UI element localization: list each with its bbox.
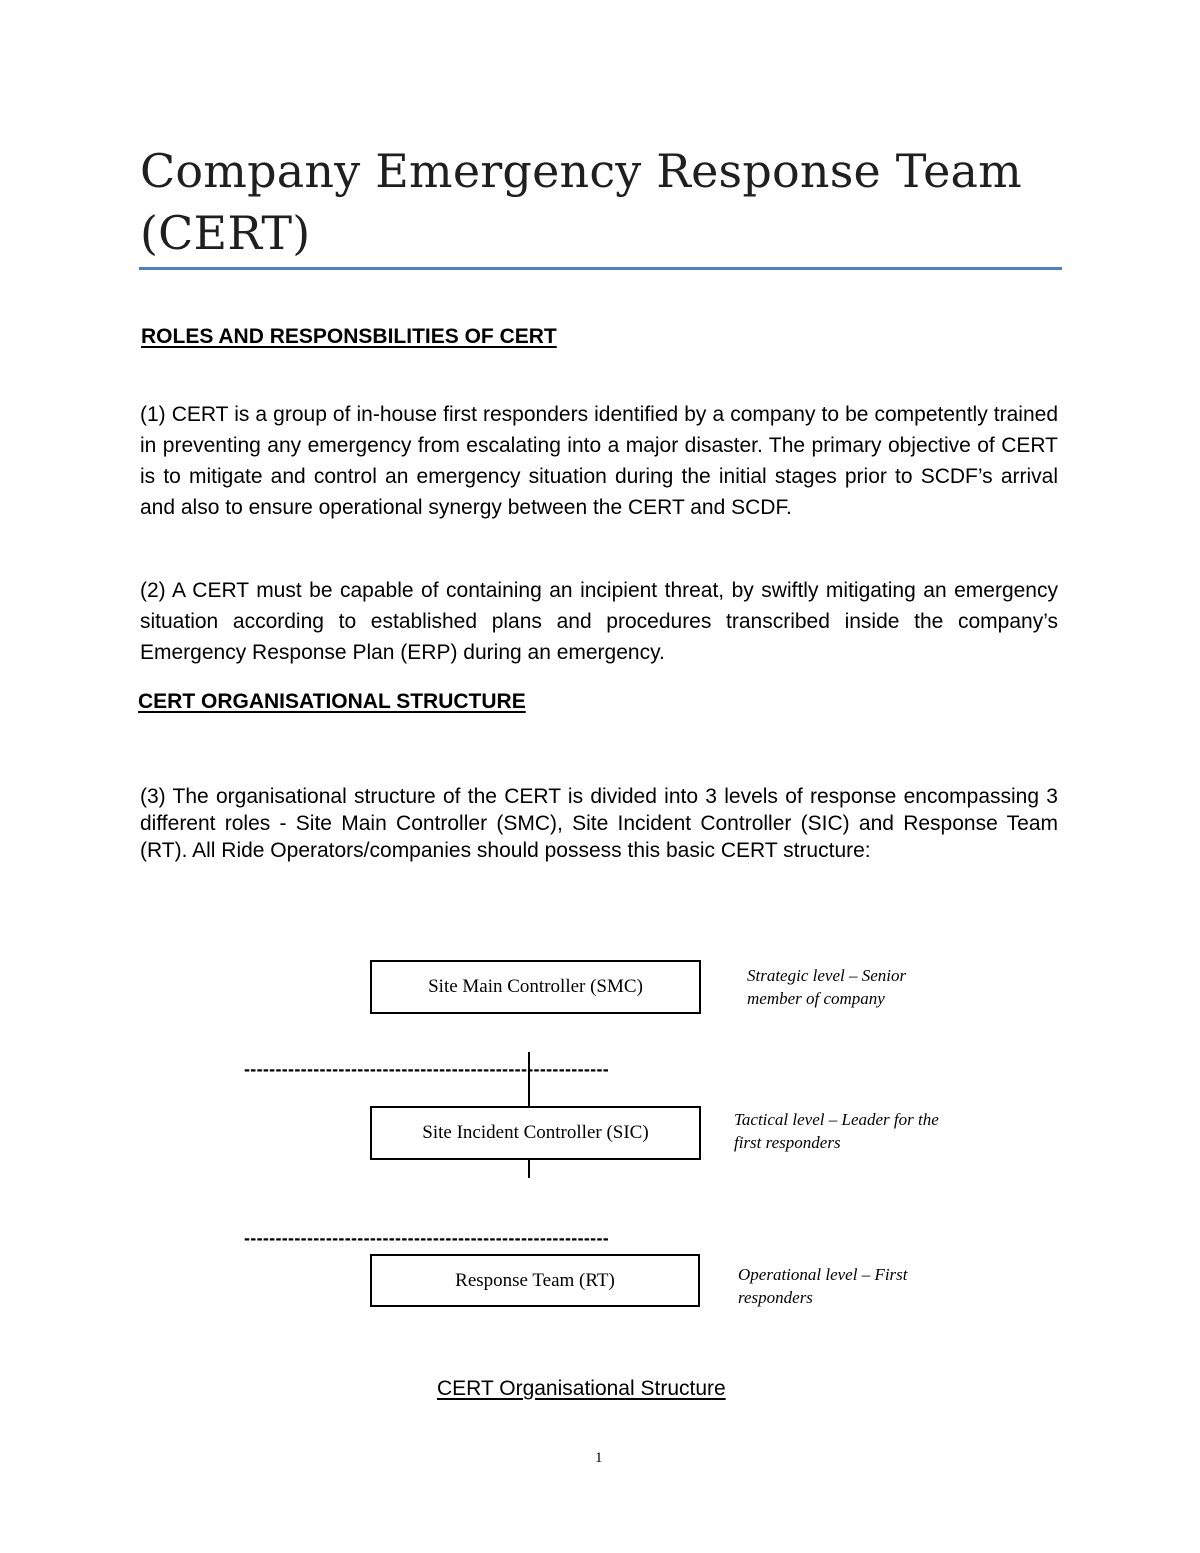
org-box-smc: Site Main Controller (SMC) bbox=[370, 960, 701, 1014]
org-note-operational: Operational level – First responders bbox=[738, 1265, 908, 1307]
section-heading-structure: CERT ORGANISATIONAL STRUCTURE bbox=[138, 690, 526, 713]
figure-caption: CERT Organisational Structure bbox=[437, 1377, 726, 1400]
level-separator-2: ---------------------------------------------------------- bbox=[244, 1228, 610, 1248]
org-box-sic: Site Incident Controller (SIC) bbox=[370, 1106, 701, 1160]
title-divider bbox=[139, 267, 1062, 270]
section-heading-roles: ROLES AND RESPONSBILITIES OF CERT bbox=[141, 325, 557, 348]
paragraph-2: (2) A CERT must be capable of containing an incipient threat, by swiftly mitigating an emergency situation according to established plans and procedures transcribed inside the company’s Emergency Response Plan (ERP) during an emergency. bbox=[140, 579, 1058, 664]
page-number: 1 bbox=[595, 1450, 603, 1466]
level-separator-1: ---------------------------------------------------------- bbox=[244, 1059, 610, 1079]
paragraph-1: (1) CERT is a group of in-house first responders identified by a company to be competently trained in preventing any emergency from escalating into a major disaster. The primary objective of CERT is to mitigate and control an emergency situation during the initial stages prior to SCDF’s arrival and also to ensure operational synergy between the CERT and SCDF. bbox=[140, 403, 1058, 519]
org-note-strategic: Strategic level – Senior member of company bbox=[747, 966, 907, 1008]
connector-line-lower bbox=[528, 1158, 530, 1178]
org-note-tactical: Tactical level – Leader for the first responders bbox=[734, 1110, 939, 1152]
page-title: Company Emergency Response Team (CERT) bbox=[140, 144, 1022, 260]
paragraph-3: (3) The organisational structure of the CERT is divided into 3 levels of response encompassing 3 different roles - Site Main Controller (SMC), Site Incident Controller (SIC) and Response Team (RT). All Ride Operators/companies should possess this basic CERT structure: bbox=[140, 785, 1058, 862]
org-box-rt: Response Team (RT) bbox=[370, 1254, 700, 1307]
